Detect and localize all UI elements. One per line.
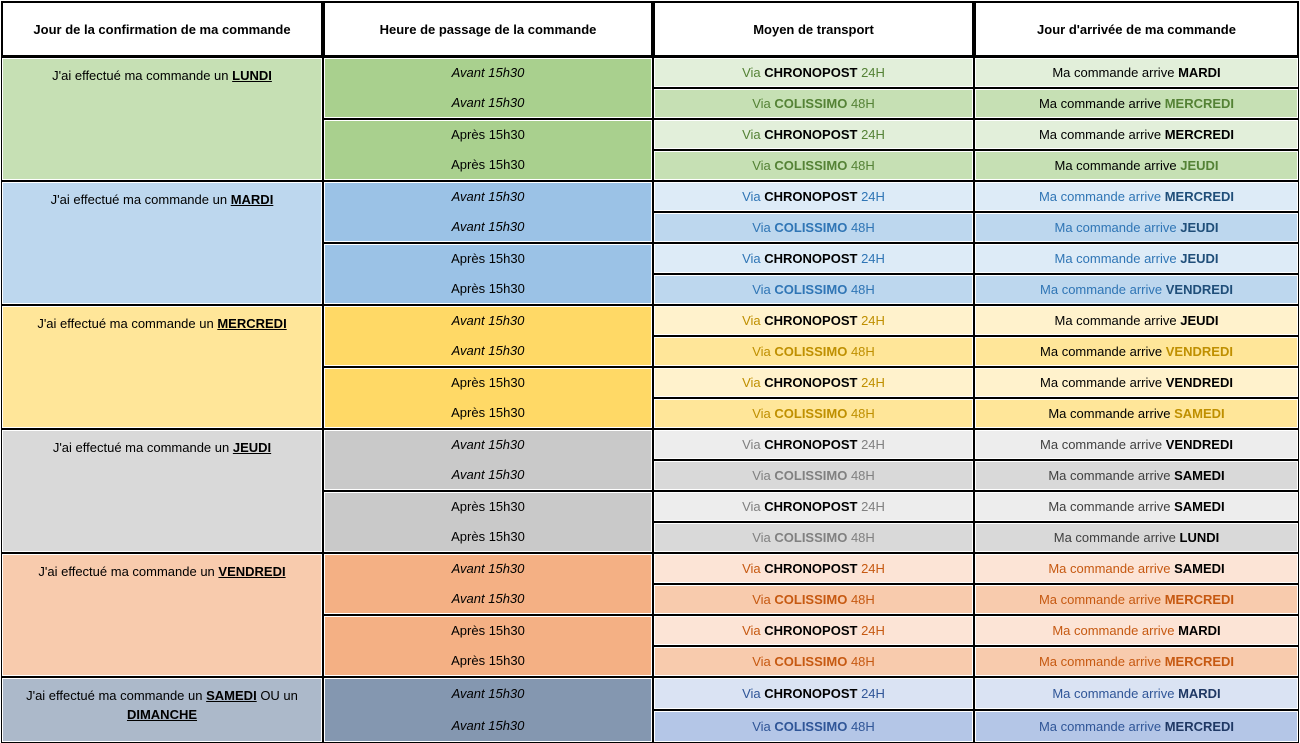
via-label: Via [742,127,761,142]
carrier-name: COLISSIMO [774,344,848,359]
carrier-delay: 24H [861,251,885,266]
order-day-cell [1,57,323,181]
arrival-day: MARDI [1178,623,1221,638]
table-row [1,677,1299,710]
arrival-day-cell [974,460,1299,491]
arrival-day-cell [974,522,1299,553]
header-transport: Moyen de transport [653,1,974,57]
via-label: Via [742,437,761,452]
table-row [1,181,1299,212]
order-day-name: MERCREDI [217,316,287,331]
carrier-delay: 24H [861,65,885,80]
transport-cell [653,710,974,743]
carrier-name: COLISSIMO [774,592,848,607]
carrier-name: COLISSIMO [774,719,848,734]
carrier-delay: 24H [861,686,885,701]
delivery-schedule-table [1,1,1299,743]
arrival-prefix: Ma commande arrive [1053,530,1176,545]
order-time: Avant 15h30 [451,95,525,110]
carrier-delay: 48H [850,220,875,235]
order-day-prefix: J'ai effectué ma commande un [38,564,215,579]
transport-cell [653,398,974,429]
arrival-day-cell [974,150,1299,181]
carrier-delay: 24H [861,375,885,390]
order-day-prefix: J'ai effectué ma commande un [26,688,203,703]
arrival-prefix: Ma commande arrive [1052,686,1175,701]
transport-cell [653,677,974,710]
transport-cell [653,119,974,150]
via-label: Via [752,654,771,669]
via-label: Via [752,530,771,545]
carrier-name: CHRONOPOST [764,127,858,142]
arrival-prefix: Ma commande arrive [1054,158,1177,173]
transport-cell [653,181,974,212]
carrier-delay: 48H [850,654,875,669]
order-time: Après 15h30 [451,281,525,296]
order-time: Avant 15h30 [451,467,525,482]
order-day-name: SAMEDI [206,688,257,703]
order-day-prefix: J'ai effectué ma commande un [52,68,229,83]
arrival-prefix: Ma commande arrive [1040,344,1163,359]
via-label: Via [742,499,761,514]
arrival-day: SAMEDI [1174,406,1225,421]
order-time: Après 15h30 [451,499,525,514]
carrier-name: CHRONOPOST [764,623,858,638]
arrival-day: MARDI [1178,686,1221,701]
transport-cell [653,460,974,491]
order-day-cell [1,305,323,429]
transport-cell [653,646,974,677]
arrival-day: MARDI [1178,65,1221,80]
arrival-day-cell [974,212,1299,243]
arrival-prefix: Ma commande arrive [1054,251,1177,266]
arrival-day-cell [974,584,1299,615]
via-label: Via [742,65,761,80]
carrier-name: CHRONOPOST [764,686,858,701]
order-time: Avant 15h30 [451,189,525,204]
arrival-prefix: Ma commande arrive [1048,499,1171,514]
order-time: Après 15h30 [451,375,525,390]
transport-cell [653,429,974,460]
via-label: Via [752,282,771,297]
via-label: Via [752,592,771,607]
arrival-day: MERCREDI [1164,189,1235,204]
arrival-day-cell [974,553,1299,584]
carrier-name: COLISSIMO [774,220,848,235]
transport-cell [653,336,974,367]
arrival-day: JEUDI [1180,220,1219,235]
via-label: Via [752,719,771,734]
arrival-day-cell [974,398,1299,429]
transport-cell [653,212,974,243]
arrival-prefix: Ma commande arrive [1052,623,1175,638]
carrier-name: CHRONOPOST [764,65,858,80]
arrival-day-cell [974,181,1299,212]
arrival-day: MERCREDI [1164,592,1235,607]
arrival-day-cell [974,305,1299,336]
arrival-day-cell [974,243,1299,274]
arrival-day-cell [974,367,1299,398]
arrival-day-cell [974,57,1299,88]
arrival-day-cell [974,119,1299,150]
arrival-prefix: Ma commande arrive [1038,96,1162,111]
carrier-delay: 24H [861,313,885,328]
carrier-name: CHRONOPOST [764,499,858,514]
carrier-delay: 24H [861,437,885,452]
order-time: Après 15h30 [451,529,525,544]
carrier-delay: 48H [850,719,875,734]
carrier-name: COLISSIMO [774,158,848,173]
header-order-time: Heure de passage de la commande [323,1,653,57]
arrival-day-cell [974,710,1299,743]
schedule-body [1,57,1299,743]
order-day-cell [1,677,323,743]
order-time-cell [323,119,653,181]
table-row [1,553,1299,584]
transport-cell [653,274,974,305]
order-day-prefix: J'ai effectué ma commande un [37,316,214,331]
order-day-prefix: J'ai effectué ma commande un [52,440,230,455]
via-label: Via [742,561,761,576]
arrival-prefix: Ma commande arrive [1048,561,1171,576]
arrival-day-cell [974,274,1299,305]
carrier-delay: 24H [861,561,885,576]
arrival-day-cell [974,677,1299,710]
order-day-prefix: J'ai effectué ma commande un [50,192,228,207]
order-time: Après 15h30 [451,405,525,420]
carrier-delay: 24H [861,499,885,514]
arrival-day: JEUDI [1180,158,1219,173]
carrier-delay: 48H [850,592,875,607]
carrier-name: CHRONOPOST [764,189,858,204]
header-row [1,1,1299,57]
carrier-delay: 48H [850,468,875,483]
arrival-day-cell [974,336,1299,367]
arrival-day: LUNDI [1179,530,1220,545]
via-label: Via [752,468,771,483]
arrival-day-cell [974,491,1299,522]
carrier-name: COLISSIMO [774,654,848,669]
table-row [1,57,1299,88]
order-time: Avant 15h30 [451,219,525,234]
order-day-name: VENDREDI [218,564,286,579]
arrival-day: MERCREDI [1164,127,1235,142]
order-time-cell [323,429,653,491]
arrival-prefix: Ma commande arrive [1048,406,1171,421]
order-time-cell [323,243,653,305]
carrier-name: COLISSIMO [774,468,848,483]
arrival-day: MERCREDI [1164,654,1235,669]
carrier-name: CHRONOPOST [764,437,858,452]
transport-cell [653,584,974,615]
order-time: Après 15h30 [451,623,525,638]
carrier-delay: 24H [861,127,885,142]
order-day-name: JEUDI [232,440,272,455]
arrival-day: VENDREDI [1165,437,1233,452]
order-time: Avant 15h30 [451,591,525,606]
arrival-day: VENDREDI [1165,375,1233,390]
arrival-day: VENDREDI [1165,282,1233,297]
arrival-day: JEUDI [1180,313,1219,328]
order-time: Avant 15h30 [451,561,525,576]
transport-cell [653,522,974,553]
carrier-delay: 48H [850,406,875,421]
order-time-cell [323,553,653,615]
order-time: Après 15h30 [451,157,525,172]
carrier-name: COLISSIMO [774,282,848,297]
via-label: Via [752,344,771,359]
arrival-day-cell [974,88,1299,119]
order-day-name: LUNDI [232,68,272,83]
order-time-cell [323,181,653,243]
arrival-day: SAMEDI [1174,499,1225,514]
carrier-delay: 48H [850,158,875,173]
arrival-prefix: Ma commande arrive [1038,127,1162,142]
arrival-prefix: Ma commande arrive [1054,313,1177,328]
via-label: Via [752,406,771,421]
transport-cell [653,615,974,646]
carrier-delay: 48H [850,530,875,545]
via-label: Via [742,375,761,390]
order-day-suffix: OU un [260,688,298,703]
carrier-name: CHRONOPOST [764,313,858,328]
arrival-prefix: Ma commande arrive [1038,719,1162,734]
table-row [1,429,1299,460]
via-label: Via [742,686,761,701]
carrier-delay: 24H [861,189,885,204]
order-time-cell [323,57,653,119]
arrival-day: SAMEDI [1174,468,1225,483]
carrier-name: COLISSIMO [774,406,848,421]
order-time: Après 15h30 [451,127,525,142]
order-time: Avant 15h30 [451,343,525,358]
carrier-delay: 24H [861,623,885,638]
via-label: Via [742,251,761,266]
arrival-prefix: Ma commande arrive [1048,468,1171,483]
carrier-delay: 48H [850,96,875,111]
arrival-prefix: Ma commande arrive [1054,220,1177,235]
order-time-cell [323,367,653,429]
transport-cell [653,150,974,181]
via-label: Via [742,189,761,204]
via-label: Via [742,623,761,638]
transport-cell [653,491,974,522]
order-time: Avant 15h30 [451,65,525,80]
carrier-name: COLISSIMO [774,530,848,545]
arrival-prefix: Ma commande arrive [1038,189,1162,204]
arrival-prefix: Ma commande arrive [1052,65,1175,80]
via-label: Via [752,158,771,173]
order-day-cell [1,429,323,553]
arrival-prefix: Ma commande arrive [1040,375,1163,390]
arrival-day: SAMEDI [1174,561,1225,576]
table-row [1,305,1299,336]
order-time: Avant 15h30 [451,313,525,328]
header-arrival-day: Jour d'arrivée de ma commande [974,1,1299,57]
carrier-name: CHRONOPOST [764,375,858,390]
arrival-prefix: Ma commande arrive [1040,437,1163,452]
order-day-cell [1,553,323,677]
arrival-day: VENDREDI [1165,344,1233,359]
arrival-day-cell [974,615,1299,646]
arrival-day: MERCREDI [1164,719,1235,734]
transport-cell [653,553,974,584]
order-time: Avant 15h30 [451,686,525,701]
transport-cell [653,305,974,336]
transport-cell [653,57,974,88]
order-day-name-2: DIMANCHE [126,707,198,722]
order-time: Avant 15h30 [451,437,525,452]
via-label: Via [742,313,761,328]
carrier-name: COLISSIMO [774,96,848,111]
order-time-cell [323,305,653,367]
carrier-delay: 48H [850,344,875,359]
via-label: Via [752,96,771,111]
arrival-prefix: Ma commande arrive [1038,592,1162,607]
arrival-day-cell [974,429,1299,460]
arrival-day: MERCREDI [1164,96,1235,111]
transport-cell [653,88,974,119]
order-time: Après 15h30 [451,653,525,668]
header-order-day: Jour de la confirmation de ma commande [1,1,323,57]
order-time-cell [323,491,653,553]
carrier-delay: 48H [850,282,875,297]
arrival-prefix: Ma commande arrive [1038,654,1162,669]
carrier-name: CHRONOPOST [764,561,858,576]
order-time: Après 15h30 [451,251,525,266]
via-label: Via [752,220,771,235]
order-day-cell [1,181,323,305]
transport-cell [653,243,974,274]
arrival-day-cell [974,646,1299,677]
transport-cell [653,367,974,398]
carrier-name: CHRONOPOST [764,251,858,266]
order-time-cell [323,677,653,743]
arrival-day: JEUDI [1180,251,1219,266]
order-time: Avant 15h30 [451,718,525,733]
order-time-cell [323,615,653,677]
arrival-prefix: Ma commande arrive [1040,282,1163,297]
order-day-name: MARDI [230,192,274,207]
